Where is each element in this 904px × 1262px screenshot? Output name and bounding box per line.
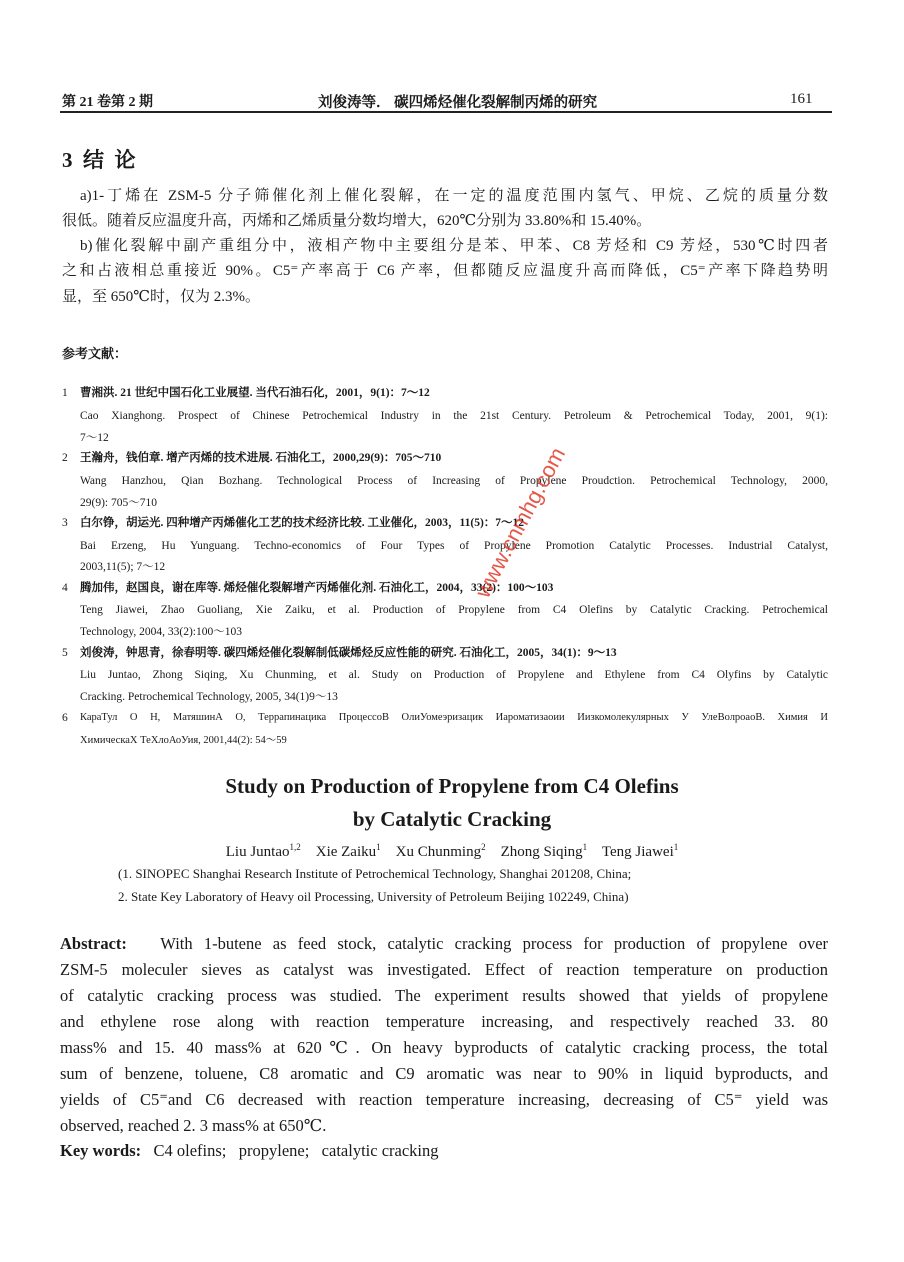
reference-number: 5 xyxy=(62,647,68,659)
reference-line: 腾加伟，赵国良，谢在库等. 烯烃催化裂解增产丙烯催化剂. 石油化工，2004，33(2)：100～103 xyxy=(80,582,554,594)
reference-line: Technology, 2004, 33(2):100～103 xyxy=(80,626,242,638)
conclusion-line: 很低。随着反应温度升高，丙烯和乙烯质量分数均增大，620℃分别为 33.80%和 15.40%。 xyxy=(62,213,652,229)
journal-issue: 第 21 卷第 2 期 xyxy=(62,95,153,110)
keywords: C4 olefins; propylene; catalytic cracking xyxy=(153,1141,439,1160)
reference-line: 曹湘洪. 21 世纪中国石化工业展望. 当代石油石化，2001，9(1)：7～12 xyxy=(80,387,430,399)
watermark: www.cnmhg.com xyxy=(470,443,571,602)
reference-line: КараТул О Н, МатяшинА О, Террапинацика ПроцессоВ ОлиУомеэризацик Иароматизаоии Иизкомолекулярных У УлеВолроаоВ. Химия И xyxy=(80,712,828,723)
conclusion-line: a)1-丁烯在 ZSM-5 分子筛催化剂上催化裂解，在一定的温度范围内氢气、甲烷、乙烷的质量分数 xyxy=(80,188,828,204)
keywords-label: Key words: xyxy=(60,1141,142,1160)
reference-line: Liu Juntao, Zhong Siqing, Xu Chunming, et al. Study on Production of Propylene and Ethylene from C4 Olyfins by Catalytic xyxy=(80,669,828,681)
abstract-line: Abstract: With 1-butene as feed stock, catalytic cracking process for production of propylene over xyxy=(60,934,829,953)
reference-line: Wang Hanzhou, Qian Bozhang. Technological Process of Increasing of Propylene Proudction. Petrochemical Technology, 2000, xyxy=(80,475,828,487)
reference-line: 刘俊涛，钟思青，徐春明等. 碳四烯烃催化裂解制低碳烯烃反应性能的研究. 石油化工，2005，34(1)：9～13 xyxy=(80,647,617,659)
reference-line: Cao Xianghong. Prospect of Chinese Petrochemical Industry in the 21st Century. Petroleum & Petrochemical Today, 2001, 9(1): xyxy=(80,410,828,422)
section-heading: 3 结 论 xyxy=(62,148,136,172)
english-title: by Catalytic Cracking xyxy=(352,807,552,831)
author-list xyxy=(0,842,904,861)
reference-line: 29(9): 705～710 xyxy=(80,497,157,509)
abstract-line: of catalytic cracking process was studied. The experiment results showed that yields of propylene xyxy=(60,986,828,1005)
reference-line: Cracking. Petrochemical Technology, 2005, 34(1)9～13 xyxy=(80,691,338,703)
abstract-line: ZSM-5 moleculer sieves as catalyst was investigated. Effect of reaction temperature on production xyxy=(60,960,828,979)
abstract-line: and ethylene rose along with reaction temperature increasing, and respectively reached 33. 80 xyxy=(60,1012,828,1031)
author: Xu Chunming$^2$ xyxy=(395,842,486,860)
reference-number: 1 xyxy=(62,387,68,399)
reference-line: Teng Jiawei, Zhao Guoliang, Xie Zaiku, et al. Production of Propylene from C4 Olefins by Catalytic Cracking. Petrochemical xyxy=(80,604,828,616)
reference-number: 2 xyxy=(62,452,68,464)
reference-line: Bai Erzeng, Hu Yunguang. Techno-economics of Four Types of Propylene Promotion Catalytic Processes. Industrial Catalyst, xyxy=(80,540,828,552)
references-heading: 参考文献： xyxy=(62,346,128,361)
abstract-label: Abstract: xyxy=(60,934,127,953)
abstract-line: mass% and 15. 40 mass% at 620℃. On heavy byproducts of catalytic cracking process, the total xyxy=(60,1038,828,1057)
abstract-line: observed, reached 2. 3 mass% at 650℃. xyxy=(60,1116,327,1135)
abstract-line: sum of benzene, toluene, C8 aromatic and C9 aromatic was near to 90% in liquid byproducts, and xyxy=(60,1064,828,1083)
reference-number: 3 xyxy=(62,517,68,529)
affiliation: (1. SINOPEC Shanghai Research Institute of Petrochemical Technology, Shanghai 201208, China; xyxy=(118,866,632,881)
author: Liu Juntao$^{1,2}$ xyxy=(225,842,301,860)
conclusion-line: 之和占液相总重接近 90%。C5⁼产率高于 C6 产率，但都随反应温度升高而降低，C5⁼产率下降趋势明 xyxy=(62,263,828,279)
abstract-line: yields of C5⁼and C6 decreased with reaction temperature increasing, decreasing of C5⁼ yield was xyxy=(60,1090,828,1109)
affiliation: 2. State Key Laboratory of Heavy oil Processing, University of Petroleum Beijing 102249, China) xyxy=(118,889,629,904)
keywords-line xyxy=(60,1140,439,1162)
author: Xie Zaiku$^1$ xyxy=(315,842,381,860)
reference-line: 白尔铮，胡运光. 四种增产丙烯催化工艺的技术经济比较. 工业催化，2003，11(5)：7～12 xyxy=(80,517,525,529)
author: Zhong Siqing$^1$ xyxy=(500,842,588,860)
reference-line: 7～12 xyxy=(80,432,109,444)
reference-line: ХимическаХ ТеХлоАоУия, 2001,44(2): 54～59 xyxy=(80,735,287,746)
reference-line: 王瀚舟，钱伯章. 增产丙烯的技术进展. 石油化工，2000,29(9)：705～710 xyxy=(80,452,442,464)
page-number: 161 xyxy=(790,91,813,107)
english-title: Study on Production of Propylene from C4 Olefins xyxy=(225,774,679,798)
conclusion-line: 显，至 650℃时，仅为 2.3%。 xyxy=(62,289,261,305)
header-rule xyxy=(60,111,832,113)
reference-number: 6 xyxy=(62,712,68,724)
reference-line: 2003,11(5); 7～12 xyxy=(80,561,166,573)
author: Teng Jiawei$^1$ xyxy=(601,842,679,860)
running-title: 刘俊涛等． 碳四烯烃催化裂解制丙烯的研究 xyxy=(318,95,598,111)
reference-number: 4 xyxy=(62,582,68,594)
conclusion-line: b)催化裂解中副产重组分中，液相产物中主要组分是苯、甲苯、C8 芳烃和 C9 芳烃，530℃时四者 xyxy=(80,238,828,254)
